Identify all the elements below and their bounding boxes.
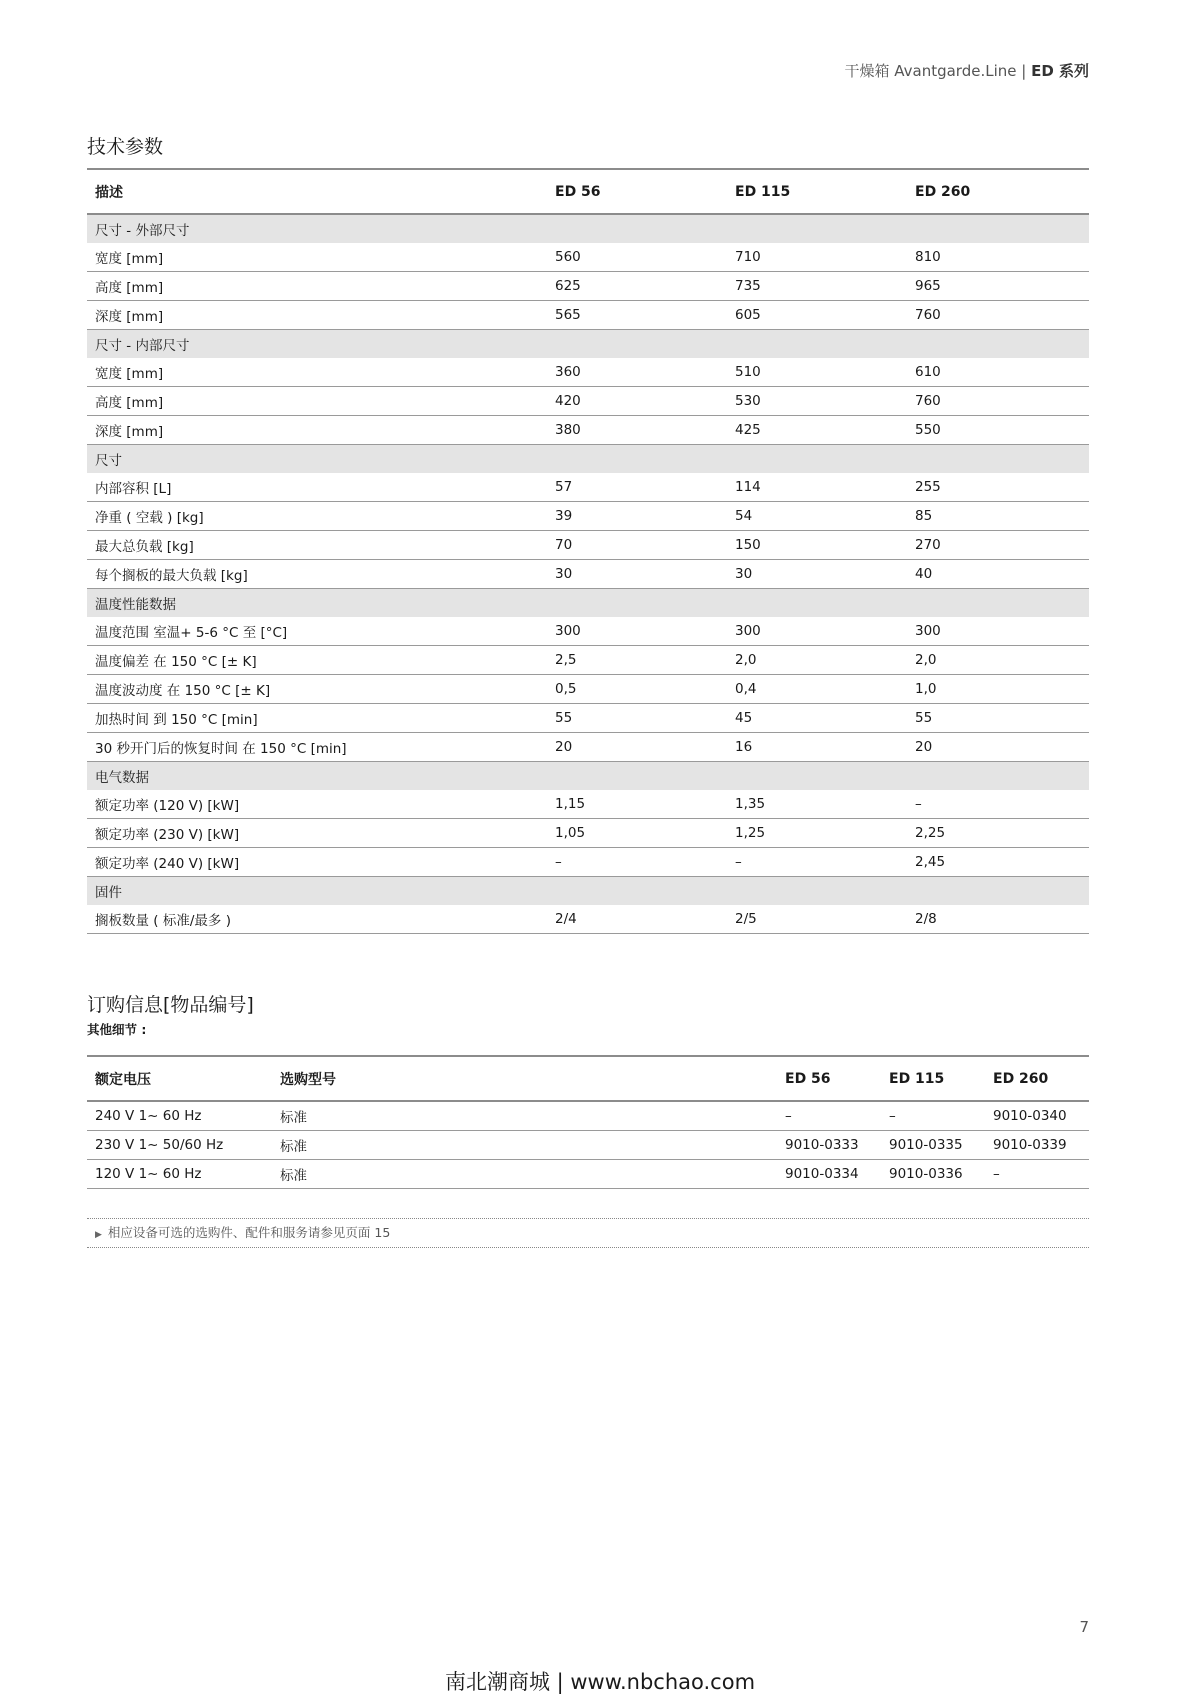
spec-section-title: 技术参数	[87, 136, 164, 158]
order-col-ed260: ED 260	[985, 1056, 1089, 1101]
spec-row-label: 加热时间 到 150 °C [min]	[87, 704, 547, 733]
spec-cell: 70	[547, 531, 727, 560]
spec-cell: 380	[547, 416, 727, 445]
spec-row	[87, 733, 1089, 762]
spec-cell: 300	[547, 617, 727, 646]
spec-row-label: 宽度 [mm]	[87, 358, 547, 387]
spec-group-label: 尺寸 - 内部尺寸	[87, 330, 1089, 359]
spec-row	[87, 358, 1089, 387]
order-cell: –	[985, 1160, 1089, 1189]
spec-cell: 550	[907, 416, 1089, 445]
order-cell: 120 V 1~ 60 Hz	[87, 1160, 272, 1189]
order-col-ed56: ED 56	[777, 1056, 881, 1101]
spec-cell: 2,0	[907, 646, 1089, 675]
spec-cell: 625	[547, 272, 727, 301]
spec-cell: 150	[727, 531, 907, 560]
spec-group-label: 温度性能数据	[87, 589, 1089, 618]
spec-row	[87, 473, 1089, 502]
spec-cell: 1,05	[547, 819, 727, 848]
order-row	[87, 1160, 1089, 1189]
spec-cell: 1,25	[727, 819, 907, 848]
spec-col-ed115: ED 115	[727, 169, 907, 214]
spec-row-label: 温度偏差 在 150 °C [± K]	[87, 646, 547, 675]
order-cell: 标准	[272, 1131, 777, 1160]
spec-cell: 57	[547, 473, 727, 502]
spec-row	[87, 416, 1089, 445]
spec-row	[87, 502, 1089, 531]
spec-group-row	[87, 214, 1089, 243]
spec-cell: –	[907, 790, 1089, 819]
page-number: 7	[1079, 1618, 1089, 1636]
spec-cell: 2,5	[547, 646, 727, 675]
spec-cell: 760	[907, 387, 1089, 416]
order-cell: 9010-0340	[985, 1101, 1089, 1131]
spec-cell: 45	[727, 704, 907, 733]
spec-cell: 1,15	[547, 790, 727, 819]
header-title: 干燥箱 Avantgarde.Line |	[844, 62, 1032, 80]
order-section-subtitle: 其他细节 :	[87, 1022, 147, 1037]
order-cell: 9010-0336	[881, 1160, 985, 1189]
spec-cell: 710	[727, 243, 907, 272]
spec-cell: 16	[727, 733, 907, 762]
order-cell: –	[777, 1101, 881, 1131]
header-series: ED 系列	[1031, 62, 1089, 80]
spec-header-row	[87, 169, 1089, 214]
spec-group-row	[87, 762, 1089, 791]
spec-row	[87, 617, 1089, 646]
order-cell: 9010-0335	[881, 1131, 985, 1160]
spec-col-description: 描述	[87, 169, 547, 214]
spec-row	[87, 704, 1089, 733]
spec-row	[87, 301, 1089, 330]
spec-cell: 39	[547, 502, 727, 531]
spec-cell: 2/8	[907, 905, 1089, 934]
spec-cell: 2,25	[907, 819, 1089, 848]
spec-row-label: 30 秒开门后的恢复时间 在 150 °C [min]	[87, 733, 547, 762]
spec-group-label: 尺寸	[87, 445, 1089, 474]
spec-row-label: 高度 [mm]	[87, 272, 547, 301]
spec-cell: 20	[907, 733, 1089, 762]
spec-group-label: 电气数据	[87, 762, 1089, 791]
spec-cell: 605	[727, 301, 907, 330]
spec-cell: 255	[907, 473, 1089, 502]
spec-row	[87, 560, 1089, 589]
spec-table	[87, 168, 1089, 934]
spec-cell: 30	[547, 560, 727, 589]
spec-cell: 0,4	[727, 675, 907, 704]
spec-group-row	[87, 589, 1089, 618]
spec-row-label: 搁板数量 ( 标准/最多 )	[87, 905, 547, 934]
order-cell: 240 V 1~ 60 Hz	[87, 1101, 272, 1131]
order-cell: 9010-0333	[777, 1131, 881, 1160]
spec-row	[87, 819, 1089, 848]
spec-cell: 54	[727, 502, 907, 531]
order-cell: –	[881, 1101, 985, 1131]
order-cell: 标准	[272, 1101, 777, 1131]
order-col-voltage: 额定电压	[87, 1056, 272, 1101]
spec-row	[87, 790, 1089, 819]
spec-cell: 2,0	[727, 646, 907, 675]
spec-cell: 40	[907, 560, 1089, 589]
spec-row-label: 额定功率 (230 V) [kW]	[87, 819, 547, 848]
order-section-title: 订购信息[物品编号]	[87, 994, 254, 1016]
reference-note-text: 相应设备可选的选购件、配件和服务请参见页面 15	[107, 1225, 391, 1240]
order-row	[87, 1101, 1089, 1131]
spec-row	[87, 675, 1089, 704]
order-cell: 标准	[272, 1160, 777, 1189]
spec-cell: 530	[727, 387, 907, 416]
spec-cell: 1,0	[907, 675, 1089, 704]
spec-cell: 565	[547, 301, 727, 330]
spec-row	[87, 848, 1089, 877]
spec-cell: –	[547, 848, 727, 877]
spec-cell: 55	[547, 704, 727, 733]
spec-row-label: 每个搁板的最大负载 [kg]	[87, 560, 547, 589]
reference-note	[87, 1218, 1089, 1248]
order-cell: 9010-0339	[985, 1131, 1089, 1160]
spec-cell: 300	[727, 617, 907, 646]
triangle-bullet-icon: ▶	[95, 1230, 102, 1240]
spec-group-label: 固件	[87, 877, 1089, 906]
spec-row-label: 额定功率 (120 V) [kW]	[87, 790, 547, 819]
spec-row-label: 高度 [mm]	[87, 387, 547, 416]
spec-group-row	[87, 330, 1089, 359]
spec-cell: 114	[727, 473, 907, 502]
spec-row-label: 深度 [mm]	[87, 416, 547, 445]
spec-cell: 425	[727, 416, 907, 445]
page-header	[844, 60, 1089, 81]
spec-cell: 560	[547, 243, 727, 272]
spec-cell: 300	[907, 617, 1089, 646]
spec-cell: 0,5	[547, 675, 727, 704]
spec-row-label: 温度波动度 在 150 °C [± K]	[87, 675, 547, 704]
spec-cell: 2,45	[907, 848, 1089, 877]
spec-cell: 1,35	[727, 790, 907, 819]
spec-cell: 810	[907, 243, 1089, 272]
order-cell: 9010-0334	[777, 1160, 881, 1189]
spec-cell: 270	[907, 531, 1089, 560]
order-col-model: 选购型号	[272, 1056, 777, 1101]
spec-row-label: 深度 [mm]	[87, 301, 547, 330]
spec-col-ed260: ED 260	[907, 169, 1089, 214]
spec-row	[87, 646, 1089, 675]
order-table	[87, 1055, 1089, 1189]
footer-watermark: 南北潮商城 | www.nbchao.com	[444, 1670, 756, 1694]
spec-row-label: 温度范围 室温+ 5-6 °C 至 [°C]	[87, 617, 547, 646]
spec-row-label: 最大总负载 [kg]	[87, 531, 547, 560]
spec-group-row	[87, 445, 1089, 474]
spec-row-label: 净重 ( 空载 ) [kg]	[87, 502, 547, 531]
spec-cell: 610	[907, 358, 1089, 387]
order-cell: 230 V 1~ 50/60 Hz	[87, 1131, 272, 1160]
spec-cell: 360	[547, 358, 727, 387]
spec-group-label: 尺寸 - 外部尺寸	[87, 214, 1089, 243]
spec-cell: 965	[907, 272, 1089, 301]
spec-row-label: 内部容积 [L]	[87, 473, 547, 502]
spec-col-ed56: ED 56	[547, 169, 727, 214]
spec-cell: 55	[907, 704, 1089, 733]
spec-row	[87, 531, 1089, 560]
spec-cell: 2/4	[547, 905, 727, 934]
order-row	[87, 1131, 1089, 1160]
spec-cell: 510	[727, 358, 907, 387]
spec-cell: 30	[727, 560, 907, 589]
spec-group-row	[87, 877, 1089, 906]
spec-row	[87, 387, 1089, 416]
spec-row-label: 额定功率 (240 V) [kW]	[87, 848, 547, 877]
spec-row	[87, 243, 1089, 272]
spec-cell: 735	[727, 272, 907, 301]
spec-cell: 760	[907, 301, 1089, 330]
spec-cell: 420	[547, 387, 727, 416]
spec-cell: 2/5	[727, 905, 907, 934]
order-header-row	[87, 1056, 1089, 1101]
order-col-ed115: ED 115	[881, 1056, 985, 1101]
spec-row-label: 宽度 [mm]	[87, 243, 547, 272]
spec-cell: 20	[547, 733, 727, 762]
spec-cell: –	[727, 848, 907, 877]
spec-row	[87, 905, 1089, 934]
spec-cell: 85	[907, 502, 1089, 531]
spec-row	[87, 272, 1089, 301]
